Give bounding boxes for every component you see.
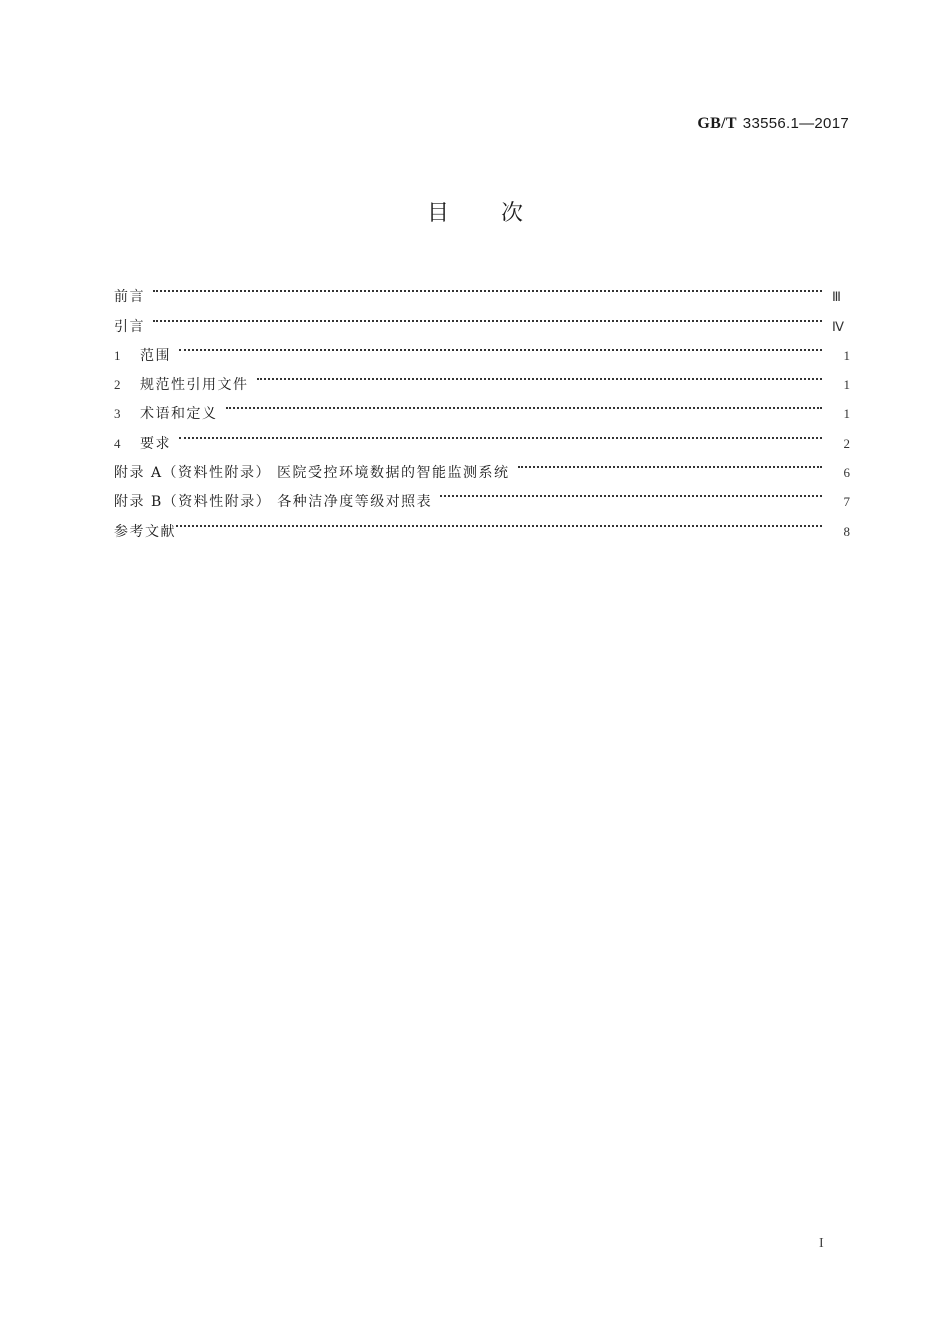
toc-entry-number: 2 [114, 377, 121, 393]
toc-entry-label: 附录 B（资料性附录） 各种洁净度等级对照表 [114, 494, 433, 511]
dot-leader [179, 418, 826, 447]
toc-entry-page: 8 [843, 523, 850, 539]
table-of-contents [114, 272, 850, 540]
standard-prefix: GB/T [697, 115, 737, 132]
toc-entry-page: Ⅳ [832, 318, 844, 334]
dot-leader [153, 301, 826, 330]
dot-leader [518, 448, 826, 477]
toc-entry-number: 3 [114, 406, 121, 422]
toc-entry-page: 1 [843, 406, 850, 422]
toc-entry-label: 参考文献 [114, 523, 176, 540]
toc-entry-number: 4 [114, 435, 121, 451]
dot-leader [440, 477, 826, 506]
page-title: 目次 [426, 201, 575, 226]
toc-entry-label: 前言 [114, 289, 145, 306]
toc-entry-label: 规范性引用文件 [140, 377, 249, 394]
standard-number: 33556.1—2017 [742, 115, 849, 132]
toc-entry-annex-a[interactable] [114, 448, 850, 482]
dot-leader [179, 331, 826, 360]
toc-entry-page: 2 [843, 435, 850, 451]
toc-entry-page: 1 [843, 377, 850, 393]
toc-entry-page: Ⅲ [832, 289, 841, 305]
toc-entry-foreword[interactable] [114, 272, 850, 306]
toc-entry-label: 范围 [140, 347, 171, 364]
toc-entry-bibliography[interactable] [114, 506, 850, 540]
dot-leader [226, 389, 827, 418]
toc-entry-label: 引言 [114, 318, 145, 335]
toc-entry-page: 1 [843, 347, 850, 363]
toc-entry-page: 6 [843, 465, 850, 481]
toc-entry-requirements[interactable] [114, 418, 850, 452]
toc-entry-normative-references[interactable] [114, 360, 850, 394]
toc-entry-label: 附录 A（资料性附录） 医院受控环境数据的智能监测系统 [114, 465, 510, 482]
dot-leader [257, 360, 827, 389]
standard-code [697, 114, 849, 133]
page-number: I [819, 1236, 824, 1251]
toc-entry-scope[interactable] [114, 331, 850, 364]
dot-leader [176, 506, 826, 535]
dot-leader [153, 272, 826, 301]
toc-entry-number: 1 [114, 347, 121, 363]
toc-entry-label: 要求 [140, 435, 171, 452]
toc-entry-page: 7 [843, 494, 850, 510]
toc-entry-introduction[interactable] [114, 301, 850, 335]
toc-entry-label: 术语和定义 [140, 406, 218, 423]
